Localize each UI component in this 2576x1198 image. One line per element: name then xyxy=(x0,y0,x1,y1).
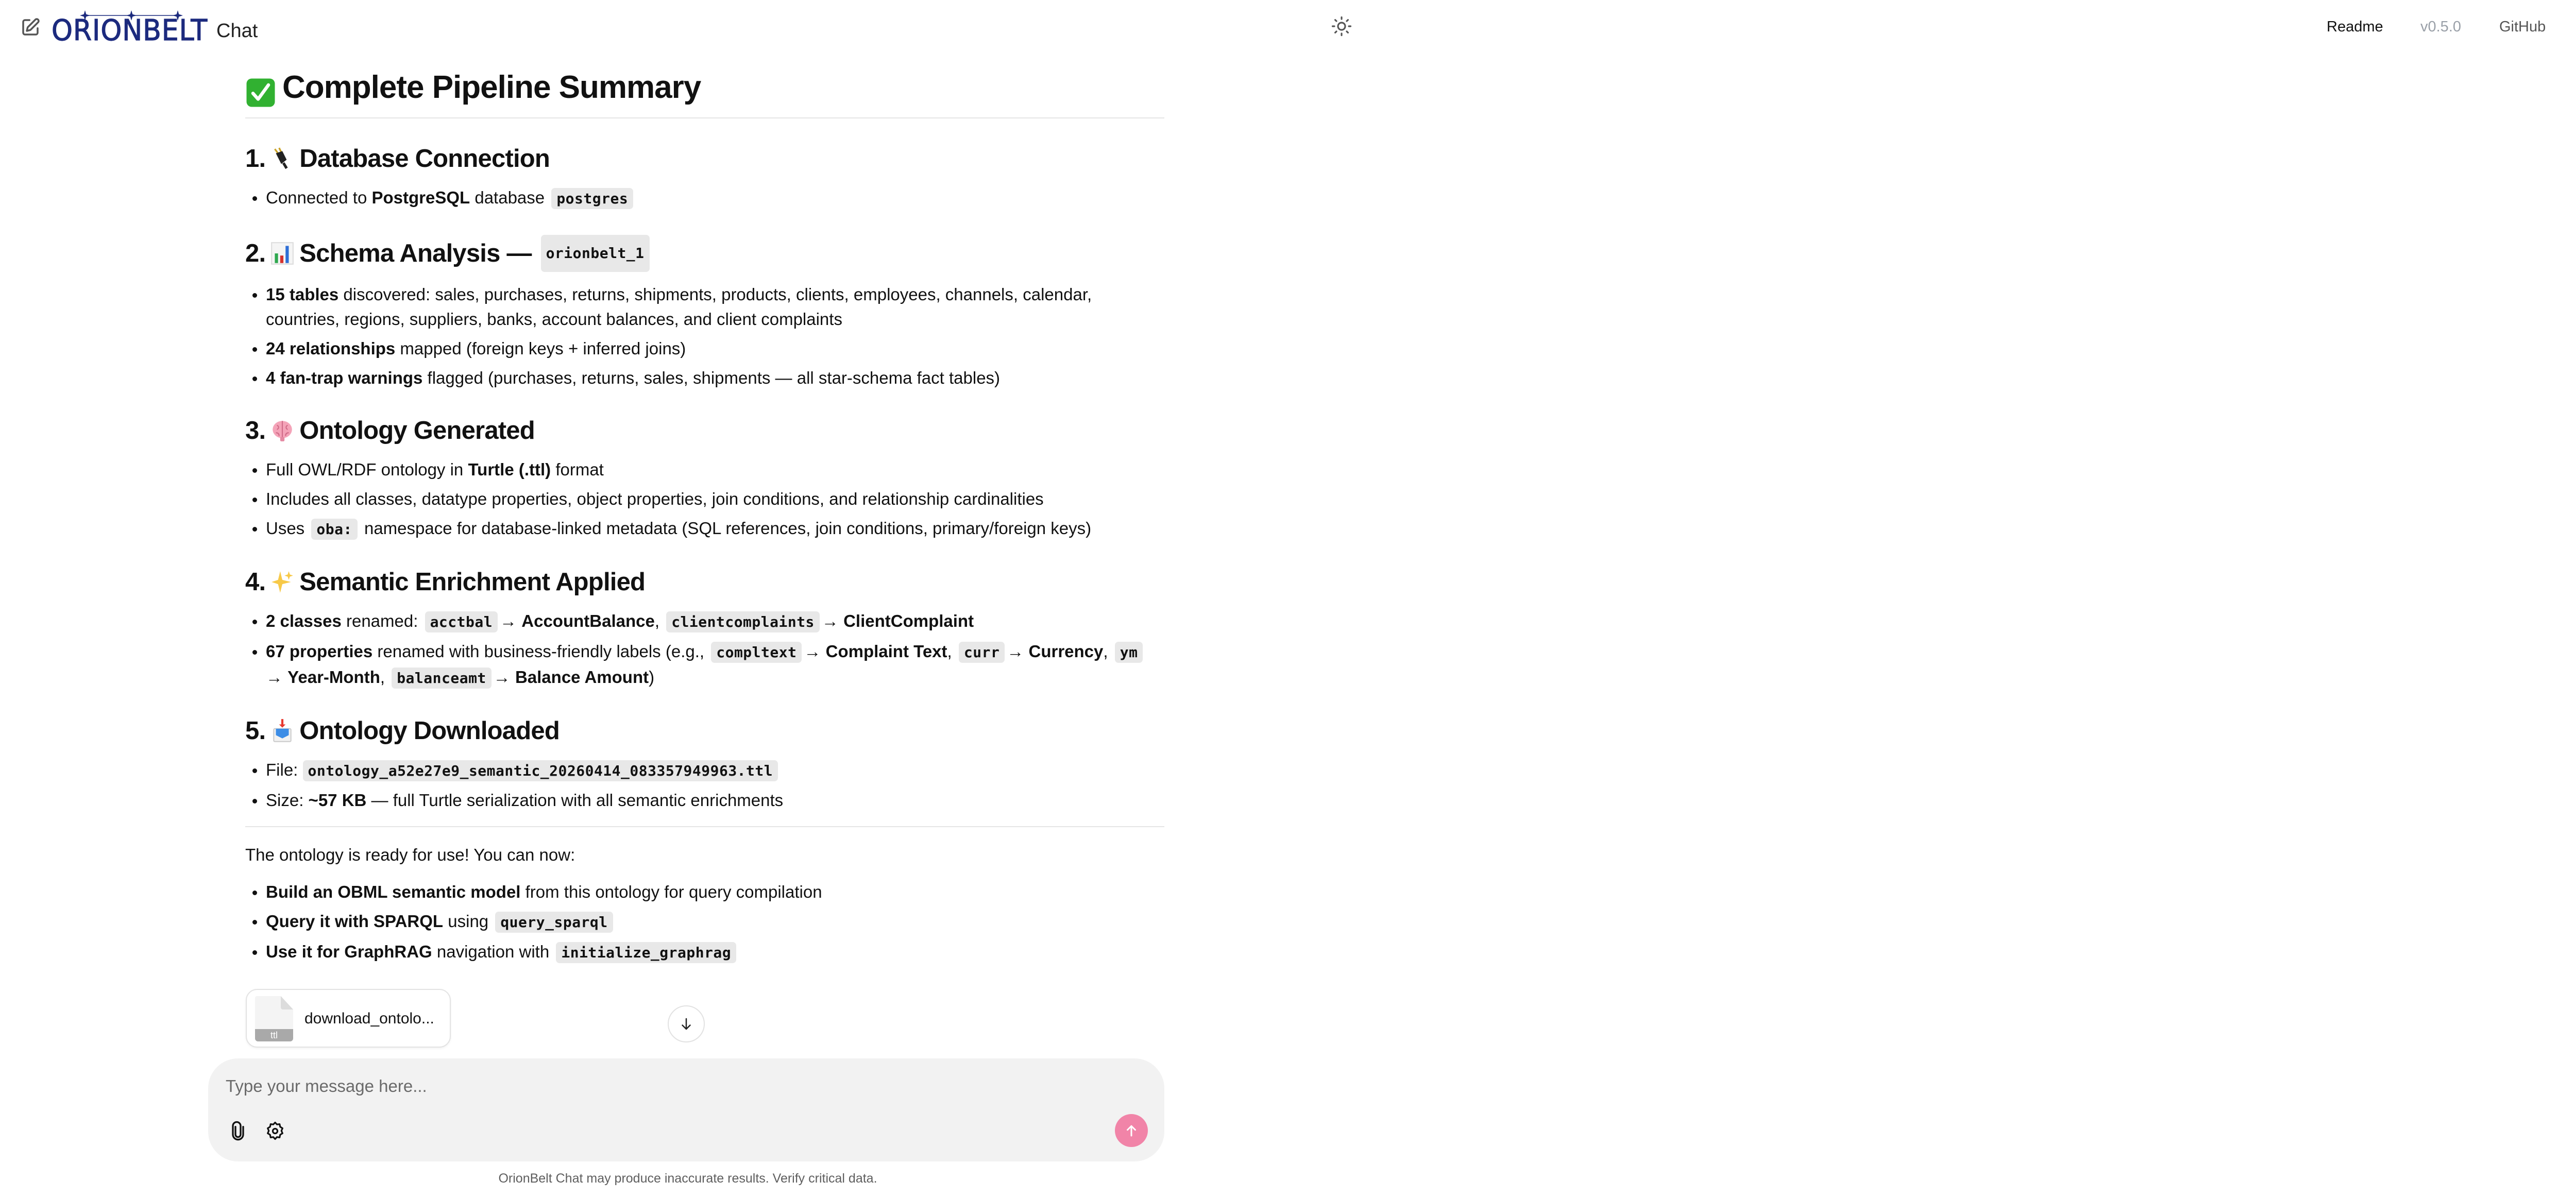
message-title: Complete Pipeline Summary xyxy=(245,62,1164,118)
schema-name-code: orionbelt_1 xyxy=(541,235,650,272)
settings-button[interactable] xyxy=(261,1117,290,1145)
inbox-tray-icon xyxy=(269,717,295,745)
scroll-to-bottom-button[interactable] xyxy=(668,1005,705,1042)
attach-file-button[interactable] xyxy=(224,1117,252,1145)
theme-toggle-button[interactable] xyxy=(1331,15,1352,37)
section-list xyxy=(245,758,1164,813)
list-item: Uses oba: namespace for database-linked metadata (SQL references, join conditions, primary/foreign keys) xyxy=(245,516,1164,542)
inline-code: balanceamt xyxy=(392,668,492,689)
check-mark-icon xyxy=(245,72,276,103)
disclaimer-text: OrionBelt Chat may produce inaccurate results. Verify critical data. xyxy=(498,1171,877,1186)
divider xyxy=(245,826,1164,827)
next-steps-list xyxy=(245,880,1164,965)
nav-github-link[interactable]: GitHub xyxy=(2499,19,2546,35)
file-icon xyxy=(255,996,293,1041)
section-list xyxy=(245,185,1164,211)
inline-code: acctbal xyxy=(425,611,498,632)
section-heading-database-connection: 1. Database Connection xyxy=(245,145,550,173)
inline-code: compltext xyxy=(711,642,802,663)
section-heading-semantic-enrichment: 4. Semantic Enrichment Applied xyxy=(245,568,646,596)
list-item: Full OWL/RDF ontology in Turtle (.ttl) format xyxy=(245,457,1164,482)
inline-code: query_sparql xyxy=(495,912,613,933)
file-attachment-card[interactable] xyxy=(246,989,451,1048)
list-item: Size: ~57 KB — full Turtle serialization with all semantic enrichments xyxy=(245,788,1164,813)
arrow-down-icon xyxy=(679,1016,694,1032)
list-item: Query it with SPARQL using query_sparql xyxy=(245,909,1164,935)
orionbelt-logo[interactable] xyxy=(52,9,208,47)
file-name-code: ontology_a52e27e9_semantic_20260414_083357949963.ttl xyxy=(303,760,778,781)
list-item: File: ontology_a52e27e9_semantic_20260414_083357949963.ttl xyxy=(245,758,1164,783)
gear-icon xyxy=(264,1120,286,1142)
inline-code: oba: xyxy=(311,519,357,540)
section-list xyxy=(245,457,1164,542)
new-chat-button[interactable] xyxy=(20,16,41,38)
closing-text: The ontology is ready for use! You can now: xyxy=(245,845,575,864)
inline-code: ym xyxy=(1115,642,1143,663)
message-composer xyxy=(208,1058,1164,1161)
edit-icon xyxy=(20,16,41,38)
list-item: 24 relationships mapped (foreign keys + inferred joins) xyxy=(245,336,1164,361)
section-heading-ontology-generated: 3. Ontology Generated xyxy=(245,417,535,444)
section-heading-ontology-downloaded: 5. Ontology Downloaded xyxy=(245,717,560,745)
inline-code: postgres xyxy=(551,188,633,209)
assistant-message xyxy=(245,62,1164,970)
list-item: Build an OBML semantic model from this ontology for query compilation xyxy=(245,880,1164,904)
section-heading-schema-analysis: 2. Schema Analysis — orionbelt_1 xyxy=(245,235,1164,272)
list-item: Use it for GraphRAG navigation with initialize_graphrag xyxy=(245,939,1164,965)
inline-code: clientcomplaints xyxy=(666,611,820,632)
bar-chart-icon xyxy=(269,239,295,267)
logo-text: ORIONBELT xyxy=(52,14,208,47)
list-item: 15 tables discovered: sales, purchases, returns, shipments, products, clients, employees, channels, calendar, countries, regions, suppliers, banks, account balances, and client complaints xyxy=(245,282,1164,332)
version-label: v0.5.0 xyxy=(2420,19,2461,35)
nav-readme-link[interactable]: Readme xyxy=(2327,19,2383,35)
sparkles-icon xyxy=(269,568,295,596)
arrow-up-icon xyxy=(1124,1123,1139,1138)
list-item: 67 properties renamed with business-friendly labels (e.g., compltext → Complaint Text, curr → Currency, ym → Year-Month, balanceamt → Balance Amount) xyxy=(245,639,1164,691)
file-name: download_ontolo... xyxy=(304,1010,434,1027)
list-item: 4 fan-trap warnings flagged (purchases, returns, sales, shipments — all star-schema fact tables) xyxy=(245,366,1164,390)
list-item: Connected to PostgreSQL database postgres xyxy=(245,185,1164,211)
electric-plug-icon xyxy=(269,145,295,173)
sun-icon xyxy=(1331,15,1352,37)
send-button[interactable] xyxy=(1115,1114,1148,1147)
inline-code: curr xyxy=(959,642,1005,663)
section-list xyxy=(245,609,1164,691)
app-name: Chat xyxy=(216,20,258,42)
message-input[interactable] xyxy=(226,1072,1101,1101)
brain-icon xyxy=(269,417,295,444)
file-extension-label: ttl xyxy=(270,1030,278,1040)
inline-code: initialize_graphrag xyxy=(556,942,736,963)
top-bar xyxy=(0,0,2546,57)
list-item: 2 classes renamed: acctbal → AccountBalance, clientcomplaints → ClientComplaint xyxy=(245,609,1164,635)
paperclip-icon xyxy=(228,1121,248,1141)
list-item: Includes all classes, datatype properties, object properties, join conditions, and relationship cardinalities xyxy=(245,487,1164,511)
section-list xyxy=(245,282,1164,390)
